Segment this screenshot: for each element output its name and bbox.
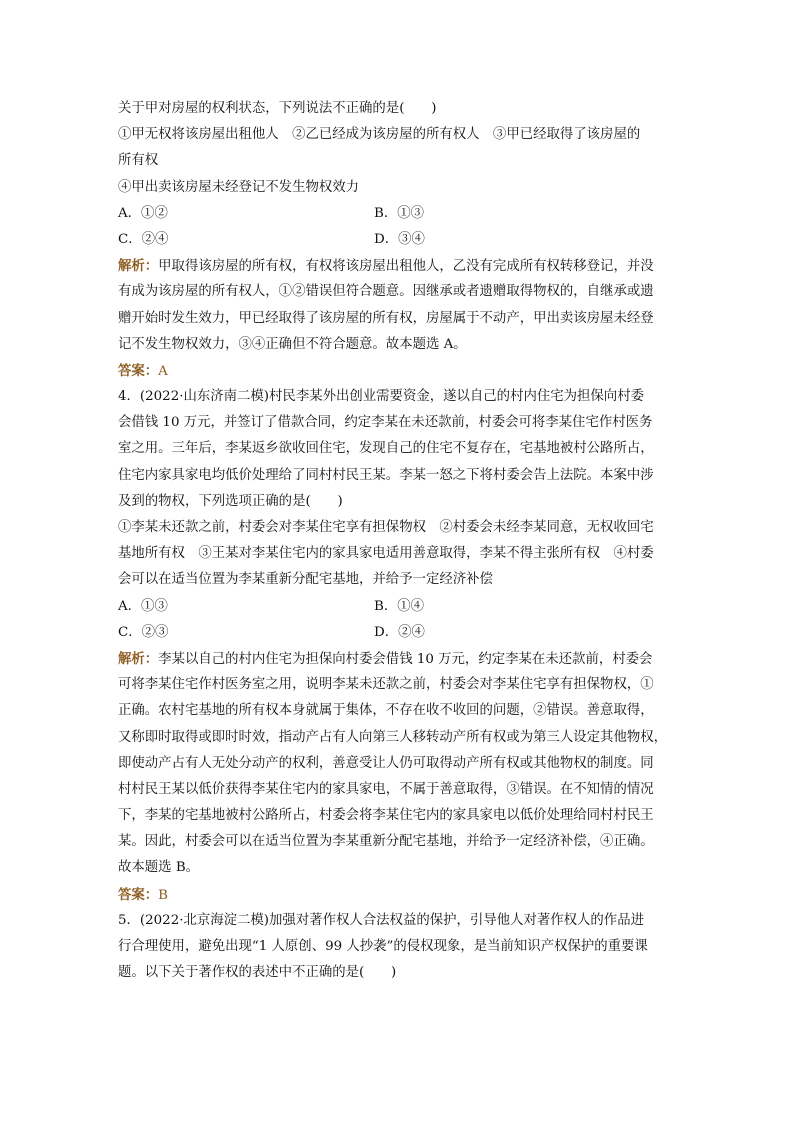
question-5 <box>118 908 680 987</box>
statement-line: 会可以在适当位置为李某重新分配宅基地，并给予一定经济补偿 <box>118 572 493 588</box>
option-row <box>118 594 680 620</box>
question-stem-line: 关于甲对房屋的权利状态，下列说法不正确的是( ) <box>118 101 437 116</box>
analysis-line <box>118 646 680 672</box>
option-c: C．②③ <box>118 624 169 640</box>
question-stem-line: 会借钱 10 万元，并签订了借款合同，约定李某在未还款前，村委会可将李某住宅作村医务 <box>118 415 653 431</box>
option-row <box>118 227 680 253</box>
option-row <box>118 620 680 646</box>
answer-label: 答案： <box>118 362 159 379</box>
option-c: C．②④ <box>118 231 169 247</box>
option-b: B．①③ <box>374 205 425 221</box>
answer-value: A <box>158 363 168 379</box>
question-stem-line: 室之用。三年后，李某返乡欲收回住宅，发现自己的住宅不复存在，宅基地被村公路所占， <box>118 441 654 457</box>
question-stem-line: 及到的物权，下列选项正确的是( ) <box>118 493 343 509</box>
analysis-line: 又称即时取得或即时时效，指动产占有人向第三人移转动产所有权或为第三人设定其他物权， <box>118 729 668 745</box>
question-3 <box>118 96 680 384</box>
option-d: D．②④ <box>374 624 425 640</box>
option-d: D．③④ <box>374 231 425 247</box>
analysis-line: 村村民王某以低价获得李某住宅内的家具家电，不属于善意取得，③错误。在不知情的情况 <box>118 781 654 797</box>
analysis-line: 正确。农村宅基地的所有权本身就属于集体，不存在收不收回的问题，②错误。善意取得， <box>118 703 654 719</box>
statement-line: ①李某未还款之前，村委会对李某住宅享有担保物权 ②村委会未经李某同意，无权收回宅 <box>118 520 654 535</box>
question-stem-line: 5．(2022·北京海淀二模)加强对著作权人合法权益的保护，引导他人对著作权人的作品进 <box>118 912 644 928</box>
statement-line: ④甲出卖该房屋未经登记不发生物权效力 <box>118 179 360 195</box>
analysis-line: 某。因此，村委会可以在适当位置为李某重新分配宅基地，并给予一定经济补偿，④正确。 <box>118 834 654 850</box>
question-stem-line: 行合理使用，避免出现“1 人原创、99 人抄袭”的侵权现象，是当前知识产权保护的重要课 <box>118 939 648 954</box>
question-stem-line: 4．(2022·山东济南二模)村民李某外出创业需要资金，遂以自己的村内住宅为担保向村委 <box>118 389 644 405</box>
analysis-line: 故本题选 B。 <box>118 860 200 876</box>
analysis-line: 赠开始时发生效力，甲已经取得了该房屋的所有权，房屋属于不动产，甲出卖该房屋未经登 <box>118 310 654 326</box>
analysis-label: 解析： <box>118 650 159 667</box>
analysis-text: 李某以自己的村内住宅为担保向村委会借钱 10 万元，约定李某在未还款前，村委会 <box>158 651 653 667</box>
analysis-line: 记不发生物权效力，③④正确但不符合题意。故本题选 A。 <box>118 336 467 352</box>
option-b: B．①④ <box>374 598 425 614</box>
question-stem-line: 住宅内家具家电均低价处理给了同村村民王某。李某一怒之下将村委会告上法院。本案中涉 <box>118 467 654 483</box>
answer-label: 答案： <box>118 886 159 903</box>
analysis-line: 下，李某的宅基地被村公路所占，村委会将李某住宅内的家具家电以低价处理给同村村民王 <box>118 808 654 824</box>
document-page <box>118 96 680 986</box>
statement-line: 基地所有权 ③王某对李某住宅内的家具家电适用善意取得，李某不得主张所有权 ④村委 <box>118 546 654 562</box>
analysis-line <box>118 253 680 279</box>
analysis-line: 即使动产占有人无处分动产的权利，善意受让人仍可取得动产所有权或其他物权的制度。同 <box>118 755 654 771</box>
answer-line <box>118 358 680 384</box>
statement-line: 所有权 <box>118 153 159 169</box>
question-stem-line: 题。以下关于著作权的表述中不正确的是( ) <box>118 965 397 981</box>
analysis-line: 可将李某住宅作村医务室之用，说明李某未还款之前，村委会对李某住宅享有担保物权，① <box>118 677 654 693</box>
option-a: A．①② <box>118 205 168 221</box>
question-4 <box>118 384 680 908</box>
analysis-text: 甲取得该房屋的所有权，有权将该房屋出租他人，乙没有完成所有权转移登记，并没 <box>158 259 654 275</box>
answer-value: B <box>158 887 169 903</box>
analysis-label: 解析： <box>118 258 159 275</box>
statement-line: ①甲无权将该房屋出租他人 ②乙已经成为该房屋的所有权人 ③甲已经取得了该房屋的 <box>118 127 641 143</box>
option-row <box>118 201 680 227</box>
option-a: A．①③ <box>118 598 168 614</box>
answer-line <box>118 882 680 908</box>
analysis-line: 有成为该房屋的所有权人，①②错误但符合题意。因继承或者遗赠取得物权的，自继承或遗 <box>118 284 654 300</box>
